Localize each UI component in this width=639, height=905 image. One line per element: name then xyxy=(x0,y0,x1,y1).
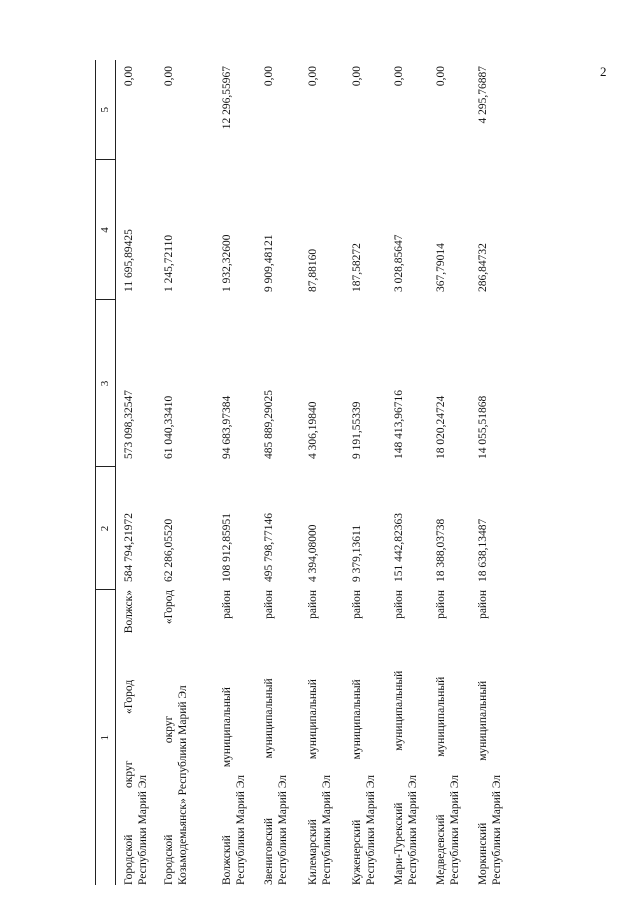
cell-col4: 3 028,85647 xyxy=(393,234,405,292)
row-name-line2: Республики Марий Эл xyxy=(137,774,149,885)
table-body xyxy=(116,60,505,885)
cell-col5: 4 295,76887 xyxy=(477,66,489,124)
cell-col2: 151 442,82363 xyxy=(393,513,405,582)
row-name-line2: Республики Марий Эл xyxy=(407,774,419,885)
cell-col5: 0,00 xyxy=(263,66,275,87)
column-header: 4 xyxy=(96,160,116,300)
header-row xyxy=(96,60,116,885)
page-number: 2 xyxy=(600,64,607,79)
cell-col4: 9 909,48121 xyxy=(263,234,275,292)
row-name-line2: Республики Марий Эл xyxy=(321,774,333,885)
cell-col3: 485 889,29025 xyxy=(263,390,275,459)
row-name-line2: Республики Марий Эл xyxy=(491,774,503,885)
row-name-line2: Республики Марий Эл xyxy=(365,774,377,885)
column-header: 5 xyxy=(96,60,116,160)
row-name-line2: Козьмодемьянск» Республики Марий Эл xyxy=(177,685,189,885)
row-name-line1: Медведевский муниципальный район xyxy=(435,590,447,885)
cell-col3: 18 020,24724 xyxy=(435,395,447,459)
row-name-line1: Мари-Турекский муниципальный район xyxy=(393,590,405,885)
table-row xyxy=(190,60,248,885)
cell-col3: 94 683,97384 xyxy=(221,395,233,459)
table-row xyxy=(290,60,334,885)
column-header: 2 xyxy=(96,467,116,590)
row-name xyxy=(150,590,190,885)
row-name-line2: Республики Марий Эл xyxy=(235,774,247,885)
cell-col5: 0,00 xyxy=(163,66,175,87)
table-row xyxy=(150,60,190,885)
rotated-sheet xyxy=(95,60,565,885)
table-row xyxy=(378,60,420,885)
row-name xyxy=(290,590,334,885)
cell-col2: 4 394,08000 xyxy=(307,524,319,582)
cell-col2: 495 798,77146 xyxy=(263,513,275,582)
row-name-line1: Городской округ «Город Волжск» xyxy=(123,590,135,885)
cell-col4: 87,88160 xyxy=(307,248,319,292)
table-row xyxy=(462,60,504,885)
row-name-line2: Республики Марий Эл xyxy=(449,774,461,885)
cell-col3: 9 191,55339 xyxy=(351,401,363,459)
cell-col4: 1 245,72110 xyxy=(163,234,175,292)
row-name-line1: Городской округ «Город xyxy=(163,590,175,885)
cell-col4: 11 695,89425 xyxy=(123,229,135,292)
cell-col2: 108 912,85951 xyxy=(221,513,233,582)
cell-col2: 18 388,03738 xyxy=(435,518,447,582)
data-table xyxy=(95,60,504,885)
cell-col5: 0,00 xyxy=(435,66,447,87)
cell-col4: 187,58272 xyxy=(351,243,363,292)
cell-col4: 286,84732 xyxy=(477,243,489,292)
row-name-line1: Куженерский муниципальный район xyxy=(351,590,363,885)
cell-col4: 1 932,32600 xyxy=(221,234,233,292)
row-name xyxy=(420,590,462,885)
row-name xyxy=(378,590,420,885)
row-name-line1: Килемарский муниципальный район xyxy=(307,590,319,885)
column-header: 3 xyxy=(96,300,116,467)
cell-col3: 14 055,51868 xyxy=(477,395,489,459)
column-header: 1 xyxy=(96,590,116,885)
row-name-line1: Волжский муниципальный район xyxy=(221,590,233,885)
table-row xyxy=(248,60,290,885)
row-name-line2: Республики Марий Эл xyxy=(277,774,289,885)
row-name xyxy=(116,590,151,885)
cell-col2: 62 286,05520 xyxy=(163,518,175,582)
cell-col2: 9 379,13611 xyxy=(351,524,363,582)
cell-col5: 0,00 xyxy=(393,66,405,87)
cell-col5: 0,00 xyxy=(123,66,135,87)
cell-col5: 0,00 xyxy=(351,66,363,87)
table-row xyxy=(334,60,378,885)
cell-col3: 4 306,19840 xyxy=(307,401,319,459)
row-name xyxy=(248,590,290,885)
cell-col2: 18 638,13487 xyxy=(477,518,489,582)
row-name xyxy=(190,590,248,885)
row-name xyxy=(462,590,504,885)
cell-col4: 367,79014 xyxy=(435,243,447,292)
cell-col3: 148 413,96716 xyxy=(393,390,405,459)
cell-col2: 584 794,21972 xyxy=(123,513,135,582)
table-row xyxy=(116,60,151,885)
cell-col3: 61 040,33410 xyxy=(163,395,175,459)
cell-col3: 573 098,32547 xyxy=(123,390,135,459)
table-row xyxy=(420,60,462,885)
cell-col5: 0,00 xyxy=(307,66,319,87)
row-name xyxy=(334,590,378,885)
cell-col5: 12 296,55967 xyxy=(221,66,233,130)
row-name-line1: Моркинский муниципальный район xyxy=(477,590,489,885)
row-name-line1: Звениговский муниципальный район xyxy=(263,590,275,885)
